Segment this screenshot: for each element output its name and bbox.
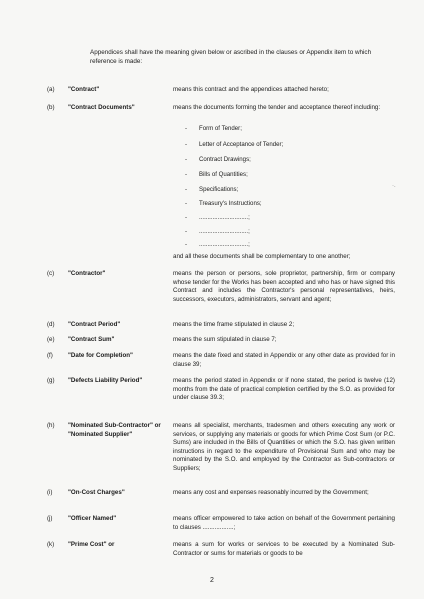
definition-text: means the period stated in Appendix or if none stated, the period is twelve (12) months from the date of practical completion certified by the S.O. as provided for under clause 39.3; <box>173 377 395 402</box>
definition-letter: (e) <box>47 336 55 343</box>
list-text: Contract Drawings; <box>199 156 251 163</box>
list-bullet: - <box>185 200 188 207</box>
definition-letter: (i) <box>47 489 53 496</box>
definition-text: means the person or persons, sole proprietor, partnership, firm or company whose tender for the Works has been accepted and who has or have signed this Contract and includes the Contractor's personal representatives, heirs, successors, executors, administrators, servant and agent; <box>173 270 395 303</box>
definition-text: means a sum for works or services to be executed by a Nominated Sub-Contractor or sums for materials or goods to be <box>173 541 395 557</box>
definition-text: and all these documents shall be complementary to one another; <box>173 253 351 260</box>
definition-text: means the documents forming the tender and acceptance thereof including: <box>173 104 381 111</box>
definition-term: "Contract" <box>68 86 100 93</box>
list-bullet: - <box>185 171 188 178</box>
list-bullet: - <box>185 214 188 221</box>
definition-term: "Contract Documents" <box>68 104 135 111</box>
list-text: .............................; <box>199 241 250 248</box>
definition-term: "Defects Liability Period" <box>68 377 143 384</box>
definition-term: "Contract Sum" <box>68 336 115 343</box>
list-text: Form of Tender; <box>199 125 242 132</box>
list-bullet: - <box>185 228 188 235</box>
definition-text: means any cost and expenses reasonably incurred by the Government; <box>173 489 369 496</box>
definition-letter: (g) <box>47 377 55 384</box>
list-bullet: - <box>185 156 188 163</box>
list-text: Bills of Quantities; <box>199 171 248 178</box>
definition-text: means the sum stipulated in clause 7; <box>173 336 277 343</box>
intro-paragraph: Appendices shall have the meaning given below or ascribed in the clauses or Appendix item to which reference is made: <box>90 49 372 65</box>
definition-term: "Prime Cost" or <box>68 541 115 548</box>
definition-term: "Nominated Sub-Contractor" or "Nominated Supplier" <box>68 422 161 438</box>
scan-speck: ·. <box>392 183 396 189</box>
definition-text: means the time frame stipulated in clause 2; <box>173 321 295 328</box>
list-text: Specifications; <box>199 186 239 193</box>
definition-letter: (a) <box>47 86 55 93</box>
definition-letter: (k) <box>47 541 55 548</box>
definition-term: "Contractor" <box>68 270 106 277</box>
definition-text: means officer empowered to take action on behalf of the Government pertaining to clauses ..................; <box>173 515 395 531</box>
list-bullet: - <box>185 186 188 193</box>
definition-term: "On-Cost Charges" <box>68 489 125 496</box>
definition-letter: (j) <box>47 515 53 522</box>
list-text: Treasury's Instructions; <box>199 200 262 207</box>
definition-letter: (c) <box>47 270 55 277</box>
definition-text: means this contract and the appendices attached hereto; <box>173 86 329 93</box>
list-text: .............................; <box>199 214 250 221</box>
definition-term: "Date for Completion" <box>68 352 133 359</box>
list-text: .............................; <box>199 228 250 235</box>
definition-letter: (f) <box>47 352 53 359</box>
list-bullet: - <box>185 241 188 248</box>
definition-letter: (h) <box>47 422 55 429</box>
definition-text: means the date fixed and stated in Appendix or any other date as provided for in clause 39; <box>173 352 395 368</box>
definition-letter: (d) <box>47 321 55 328</box>
definition-term: "Officer Named" <box>68 515 117 522</box>
list-bullet: - <box>185 125 188 132</box>
list-bullet: - <box>185 141 188 148</box>
definition-text: means all specialist, merchants, tradesmen and others executing any work or services, or supplying any materials or goods for which Prime Cost Sum (or P.C. Sums) are included in the Bills of Quantities or which the S.O. has given written instructions in regard to the expenditure of Provisional Sum and who may be nominated by the S.O. and employed by the Contractor as Sub-contractors or Suppliers; <box>173 422 395 472</box>
definition-letter: (b) <box>47 104 55 111</box>
page-number: 2 <box>210 577 214 584</box>
definition-term: "Contract Period" <box>68 321 121 328</box>
list-text: Letter of Acceptance of Tender; <box>199 141 284 148</box>
